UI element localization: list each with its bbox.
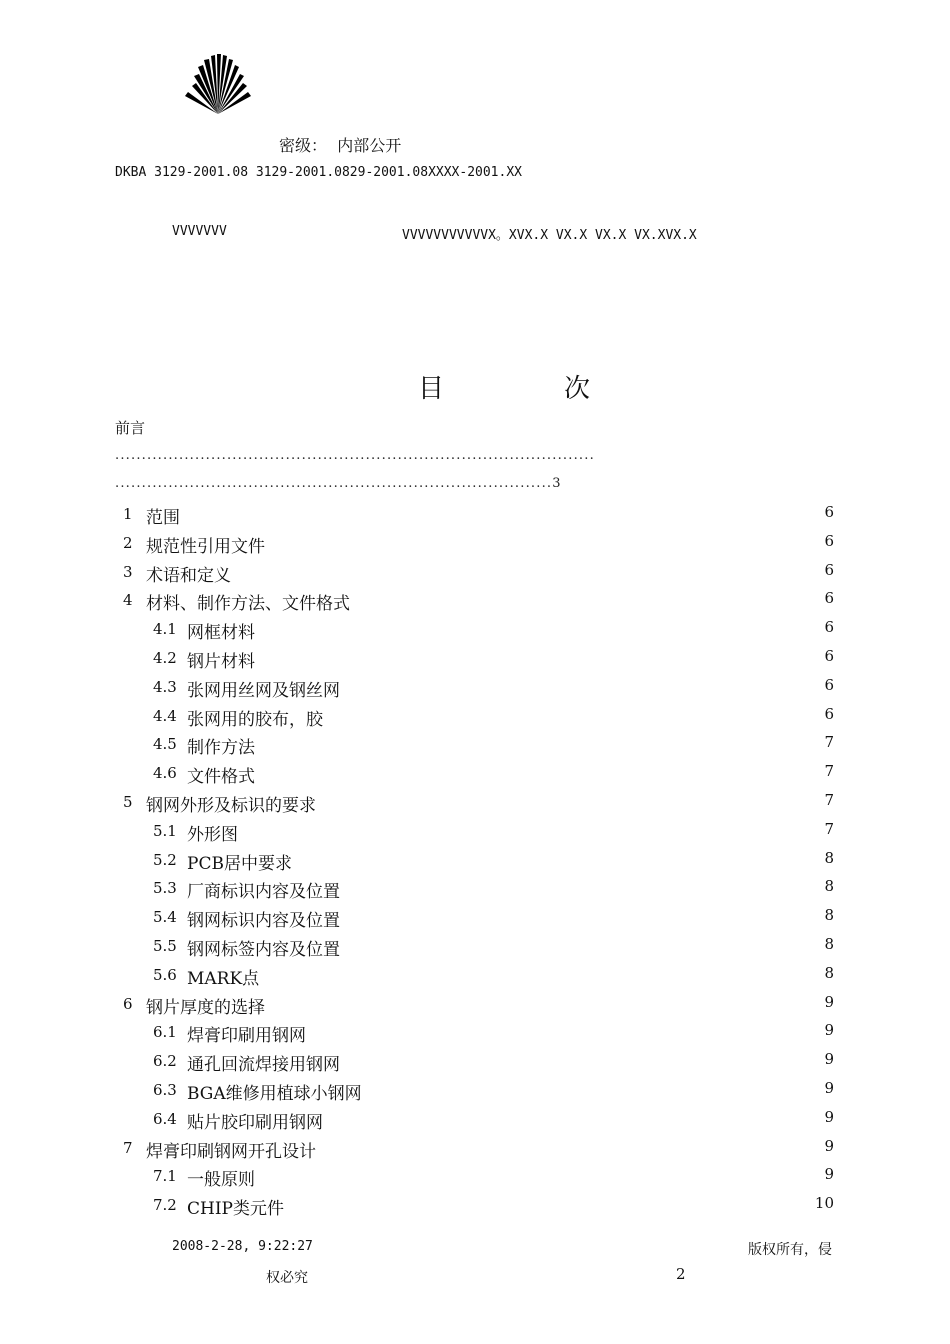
toc-entry-label: 制作方法 [187,738,255,759]
toc-entry-label: 通孔回流焊接用钢网 [187,1055,340,1076]
toc-entry-label: 焊膏印刷钢网开孔设计 [146,1141,316,1162]
company-logo [172,50,264,122]
toc-entry-number: 4.5 [153,735,177,754]
toc-entry[interactable] [0,647,950,676]
toc-entry-page: 6 [824,589,834,608]
toc-entry-label: 贴片胶印刷用钢网 [187,1112,323,1133]
toc-entry-number: 4.2 [153,648,177,667]
toc-entry-page: 6 [824,675,834,694]
toc-entry-label: 一般原则 [187,1170,255,1191]
toc-entry-label: 钢网标识内容及位置 [187,911,340,932]
toc-title-left: 目 [418,374,445,404]
footer-copyright-1: 版权所有，侵 [748,1242,832,1258]
toc-entry-page: 6 [824,503,834,521]
toc-entry-page: 9 [824,1021,834,1040]
toc-entry-number: 6.3 [153,1080,177,1099]
toc-entry[interactable] [0,1108,950,1137]
toc-list [0,503,950,1223]
toc-entry-label: 术语和定义 [146,565,231,586]
toc-entry-label: 张网用的胶布，胶 [187,709,323,730]
toc-entry-label: BGA维修用植球小钢网 [187,1083,362,1104]
toc-entry[interactable] [0,618,950,647]
toc-entry[interactable] [0,733,950,762]
toc-entry-label: 范围 [146,508,180,528]
toc-entry-page: 9 [824,1078,834,1097]
toc-entry-page: 8 [824,963,834,982]
toc-entry-page: 9 [824,1165,834,1184]
toc-entry-page: 9 [824,1136,834,1155]
toc-entry-page: 9 [824,1050,834,1069]
toc-entry[interactable] [0,762,950,791]
toc-entry-number: 5.6 [153,965,177,984]
toc-entry[interactable] [0,877,950,906]
toc-entry-number: 4.4 [153,706,177,725]
toc-entry-label: 钢网外形及标识的要求 [146,795,316,816]
footer-datetime: 2008-2-28, 9:22:27 [172,1239,313,1254]
toc-entry[interactable] [0,676,950,705]
toc-entry-label: 张网用丝网及钢丝网 [187,680,340,701]
toc-entry[interactable] [0,935,950,964]
toc-entry-page: 7 [824,733,834,752]
toc-entry-number: 6 [123,994,133,1013]
toc-entry-page: 9 [824,992,834,1011]
version-text-right: VVVVVVVVVVVX。XVX.X VX.X VX.X VX.XVX.X [402,228,697,243]
classification-value: 内部公开 [337,136,402,155]
toc-entry-page: 8 [824,934,834,953]
version-text-left: VVVVVVV [172,224,227,239]
toc-entry-label: 规范性引用文件 [146,536,265,557]
classification-line [279,133,401,156]
toc-entry-page: 8 [824,877,834,896]
toc-entry[interactable] [0,532,950,561]
toc-entry-page: 8 [824,848,834,867]
toc-entry[interactable] [0,849,950,878]
toc-entry-number: 4.6 [153,764,177,783]
toc-entry[interactable] [0,1079,950,1108]
toc-entry-number: 5.5 [153,936,177,955]
document-number: DKBA 3129-2001.08 3129-2001.0829-2001.08XXXX-2001.XX [115,165,522,180]
toc-entry-page: 6 [824,531,834,550]
toc-entry[interactable] [0,1194,950,1223]
toc-entry-number: 6.2 [153,1052,177,1071]
toc-entry[interactable] [0,964,950,993]
toc-entry-label: CHIP类元件 [187,1199,284,1220]
toc-entry[interactable] [0,906,950,935]
toc-entry-number: 7 [123,1138,133,1157]
toc-entry-page: 9 [824,1107,834,1126]
toc-entry-label: 钢片材料 [187,651,255,672]
toc-entry[interactable] [0,1137,950,1166]
toc-entry-label: 文件格式 [187,767,255,788]
toc-preface-leader: .......................................................................................... [115,448,595,463]
toc-entry-label: 厂商标识内容及位置 [187,882,340,903]
toc-entry-page: 7 [824,819,834,838]
toc-entry-number: 5 [123,792,133,811]
footer-copyright-2: 权必究 [266,1270,308,1286]
toc-entry[interactable] [0,1021,950,1050]
toc-entry[interactable] [0,503,950,532]
toc-entry-label: 钢片厚度的选择 [146,997,265,1018]
toc-entry-label: 网框材料 [187,623,255,644]
toc-entry-page: 10 [814,1194,834,1213]
toc-entry-number: 5.4 [153,908,177,927]
toc-entry[interactable] [0,705,950,734]
toc-entry-page: 7 [824,762,834,781]
toc-entry-number: 6.4 [153,1109,177,1128]
toc-preface-leader-page: ..................................................................................3 [115,476,562,491]
toc-title [418,368,590,405]
toc-entry[interactable] [0,993,950,1022]
toc-entry-page: 6 [824,704,834,723]
toc-entry-number: 5.1 [153,821,177,840]
footer-page-number: 2 [676,1265,686,1283]
toc-entry-page: 6 [824,618,834,637]
toc-entry-label: PCB居中要求 [187,853,292,874]
toc-entry-label: 外形图 [187,824,238,845]
toc-title-right: 次 [564,374,591,404]
toc-entry-label: MARK点 [187,968,260,989]
toc-entry[interactable] [0,589,950,618]
toc-entry-page: 8 [824,906,834,925]
toc-entry-number: 4.3 [153,677,177,696]
toc-entry-number: 5.2 [153,850,177,869]
toc-entry-label: 钢网标签内容及位置 [187,939,340,960]
toc-entry-number: 4.1 [153,620,177,639]
toc-entry[interactable] [0,791,950,820]
toc-entry-number: 7.2 [153,1196,177,1215]
toc-entry-page: 7 [824,790,834,809]
toc-entry-number: 6.1 [153,1023,177,1042]
toc-entry-page: 6 [824,646,834,665]
toc-entry-label: 焊膏印刷用钢网 [187,1026,306,1047]
toc-entry-label: 材料、制作方法、文件格式 [146,594,350,615]
toc-entry[interactable] [0,1050,950,1079]
toc-entry-number: 1 [123,505,133,523]
toc-entry-number: 5.3 [153,879,177,898]
toc-entry-number: 7.1 [153,1167,177,1186]
toc-preface-label[interactable]: 前言 [115,419,146,437]
toc-entry-number: 3 [123,562,133,581]
toc-entry[interactable] [0,561,950,590]
classification-label: 密级： [279,136,328,155]
toc-entry-number: 2 [123,533,133,552]
toc-entry-page: 6 [824,560,834,579]
toc-entry-number: 4 [123,591,133,610]
toc-entry[interactable] [0,820,950,849]
toc-entry[interactable] [0,1165,950,1194]
